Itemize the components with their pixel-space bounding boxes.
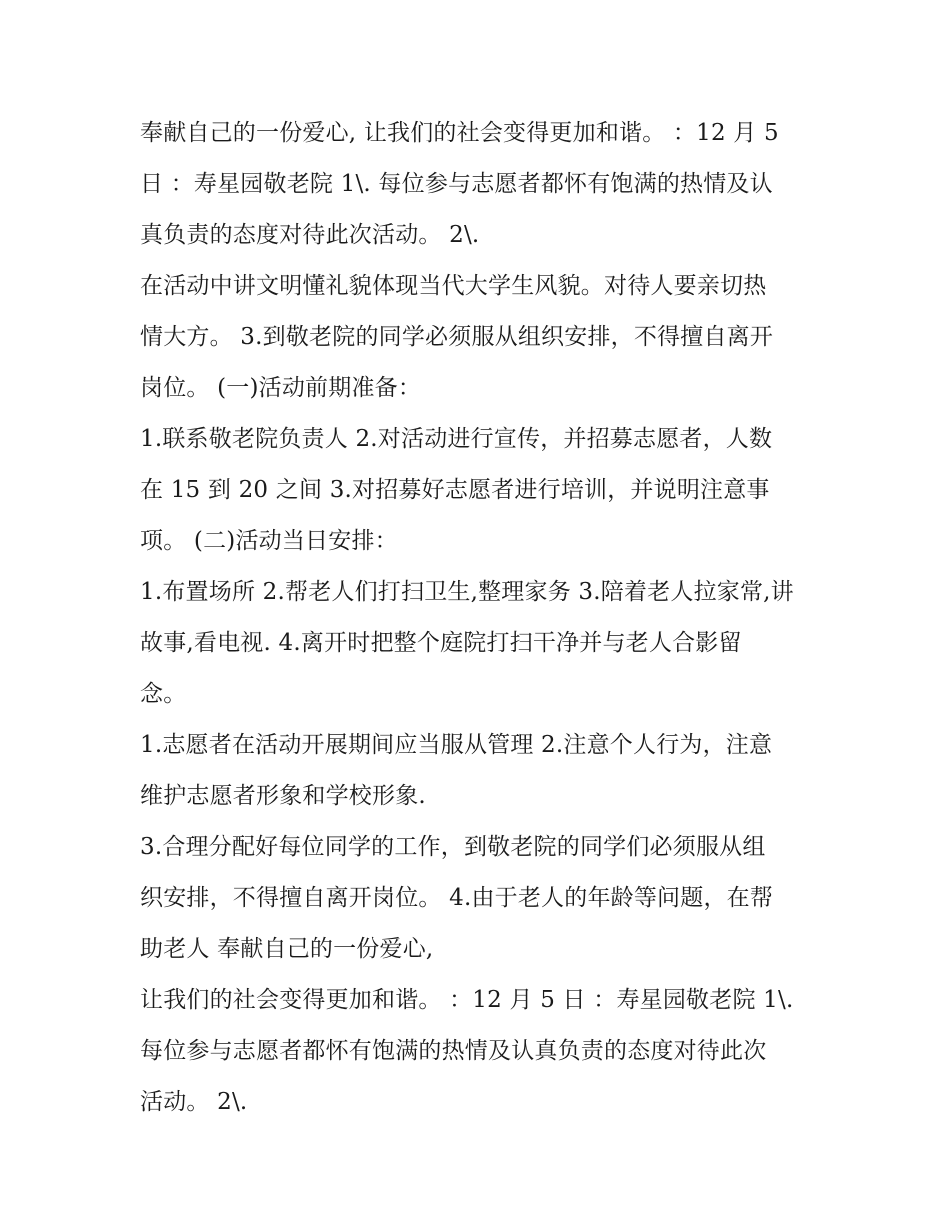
text-line: 奉献自己的一份爱心, 让我们的社会变得更加和谐。 ：12 月 5 <box>140 120 779 146</box>
text-line: 助老人 奉献自己的一份爱心, <box>140 936 434 962</box>
text-line: 3.合理分配好每位同学的工作，到敬老院的同学们必须服从组 <box>140 834 766 860</box>
text-line: 故事,看电视. 4.离开时把整个庭院打扫干净并与老人合影留 <box>140 630 742 656</box>
text-line: 1.布置场所 2.帮老人们打扫卫生,整理家务 3.陪着老人拉家常,讲 <box>140 579 794 605</box>
text-line: 1.志愿者在活动开展期间应当服从管理 2.注意个人行为，注意 <box>140 732 773 758</box>
text-line: 在活动中讲文明懂礼貌体现当代大学生风貌。对待人要亲切热 <box>140 273 767 299</box>
text-line: 维护志愿者形象和学校形象. <box>140 783 426 809</box>
text-line: 日 ：寿星园敬老院 1\. 每位参与志愿者都怀有饱满的热情及认 <box>140 171 773 197</box>
text-line: 活动。 2\. <box>140 1089 248 1115</box>
document-body <box>140 108 820 1128</box>
text-line: 真负责的态度对待此次活动。 2\. <box>140 222 480 248</box>
text-line: 岗位。 (一)活动前期准备： <box>140 375 422 401</box>
text-line: 每位参与志愿者都怀有饱满的热情及认真负责的态度对待此次 <box>140 1038 767 1064</box>
text-line: 情大方。 3.到敬老院的同学必须服从组织安排，不得擅自离开 <box>140 324 774 350</box>
text-line: 念。 <box>140 681 187 707</box>
text-line: 在 15 到 20 之间 3.对招募好志愿者进行培训，并说明注意事 <box>140 477 770 503</box>
text-line: 织安排，不得擅自离开岗位。 4.由于老人的年龄等问题，在帮 <box>140 885 774 911</box>
text-line: 让我们的社会变得更加和谐。 ：12 月 5 日 ：寿星园敬老院 1\. <box>140 987 794 1013</box>
text-line: 1.联系敬老院负责人 2.对活动进行宣传，并招募志愿者，人数 <box>140 426 773 452</box>
text-line: 项。 (二)活动当日安排： <box>140 528 398 554</box>
